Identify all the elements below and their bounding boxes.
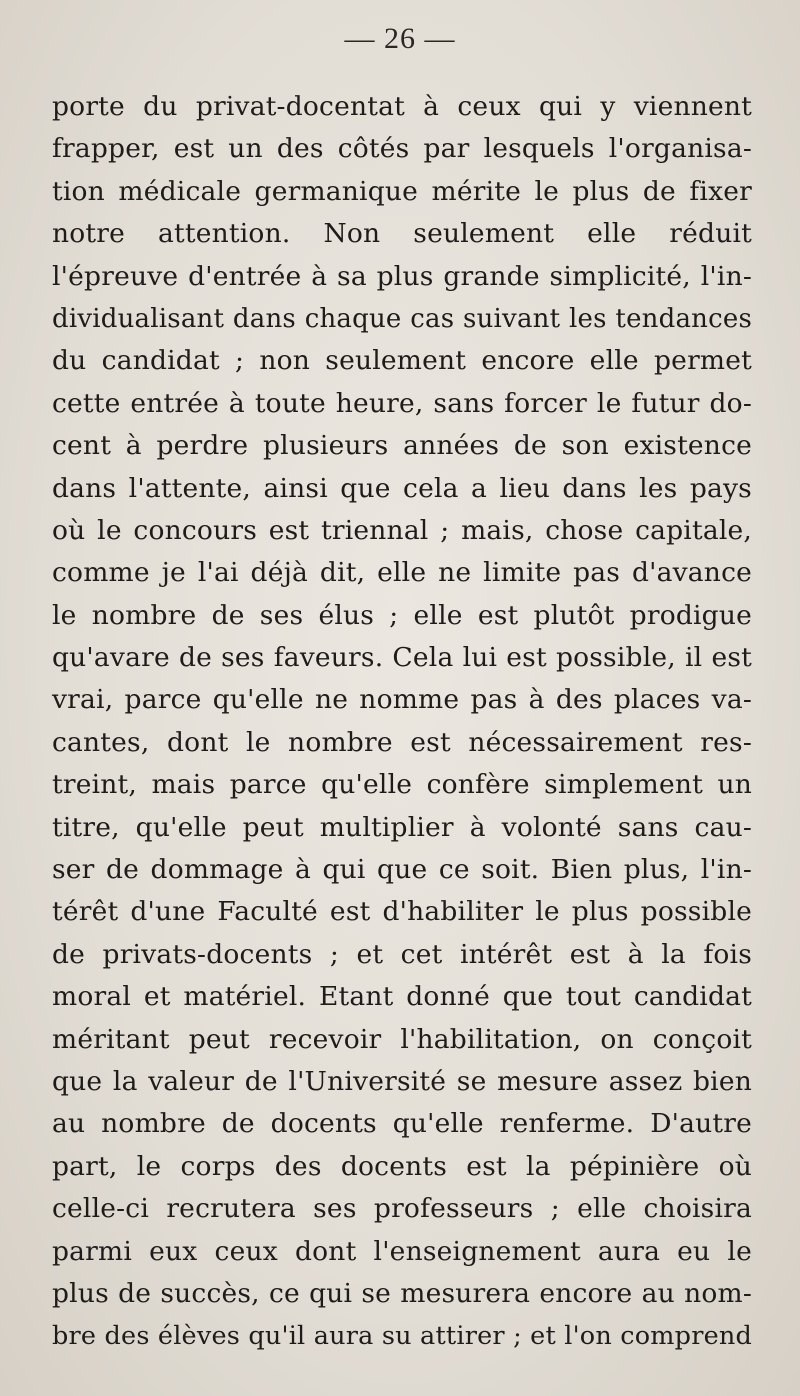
text-line: notre attention. Non seulement elle réduit [52,218,752,250]
text-line: tion médicale germanique mérite le plus de fixer [52,175,752,207]
text-line: ser de dommage à qui que ce soit. Bien plus, l'in- [52,854,752,886]
text-line: celle-ci recrutera ses professeurs ; elle choisira [52,1193,752,1225]
text-line: bre des élèves qu'il aura su attirer ; et l'on comprend [52,1321,753,1352]
text-line: cantes, dont le nombre est nécessairement res- [52,726,752,758]
text-line: du candidat ; non seulement encore elle permet [52,345,752,377]
text-line: treint, mais parce qu'elle confère simplement un [52,769,752,801]
text-line: moral et matériel. Etant donné que tout candidat [52,981,752,1013]
text-line: parmi eux ceux dont l'enseignement aura eu le [52,1235,752,1267]
text-line: dividualisant dans chaque cas suivant les tendances [52,303,752,334]
text-line: où le concours est triennal ; mais, chose capitale, [52,514,752,546]
text-line: que la valeur de l'Université se mesure assez bien [52,1065,752,1097]
text-line: comme je l'ai déjà dit, elle ne limite pas d'avance [52,557,752,589]
text-line: dans l'attente, ainsi que cela a lieu dans les pays [52,472,752,504]
text-line: au nombre de docents qu'elle renferme. D'autre [52,1108,752,1140]
page-number: — 26 — [344,22,456,55]
text-line: térêt d'une Faculté est d'habiliter le plus possible [52,896,752,928]
text-line: cent à perdre plusieurs années de son existence [52,430,752,462]
text-line: cette entrée à toute heure, sans forcer le futur do- [52,387,752,419]
text-line: l'épreuve d'entrée à sa plus grande simplicité, l'in- [52,260,752,292]
body-text [52,86,752,1358]
text-line: vrai, parce qu'elle ne nomme pas à des places va- [52,684,752,716]
text-line: qu'avare de ses faveurs. Cela lui est possible, il est [52,642,752,674]
text-line: méritant peut recevoir l'habilitation, on conçoit [52,1023,752,1055]
text-line: plus de succès, ce qui se mesurera encore au nom- [52,1277,752,1309]
text-line: part, le corps des docents est la pépinière où [52,1150,752,1182]
text-line: de privats-docents ; et cet intérêt est à la fois [52,938,752,970]
text-line: porte du privat-docentat à ceux qui y viennent [52,91,752,122]
text-line: titre, qu'elle peut multiplier à volonté sans cau- [52,811,752,843]
text-line: le nombre de ses élus ; elle est plutôt prodigue [52,599,752,631]
text-line: frapper, est un des côtés par lesquels l'organisa- [52,133,752,165]
